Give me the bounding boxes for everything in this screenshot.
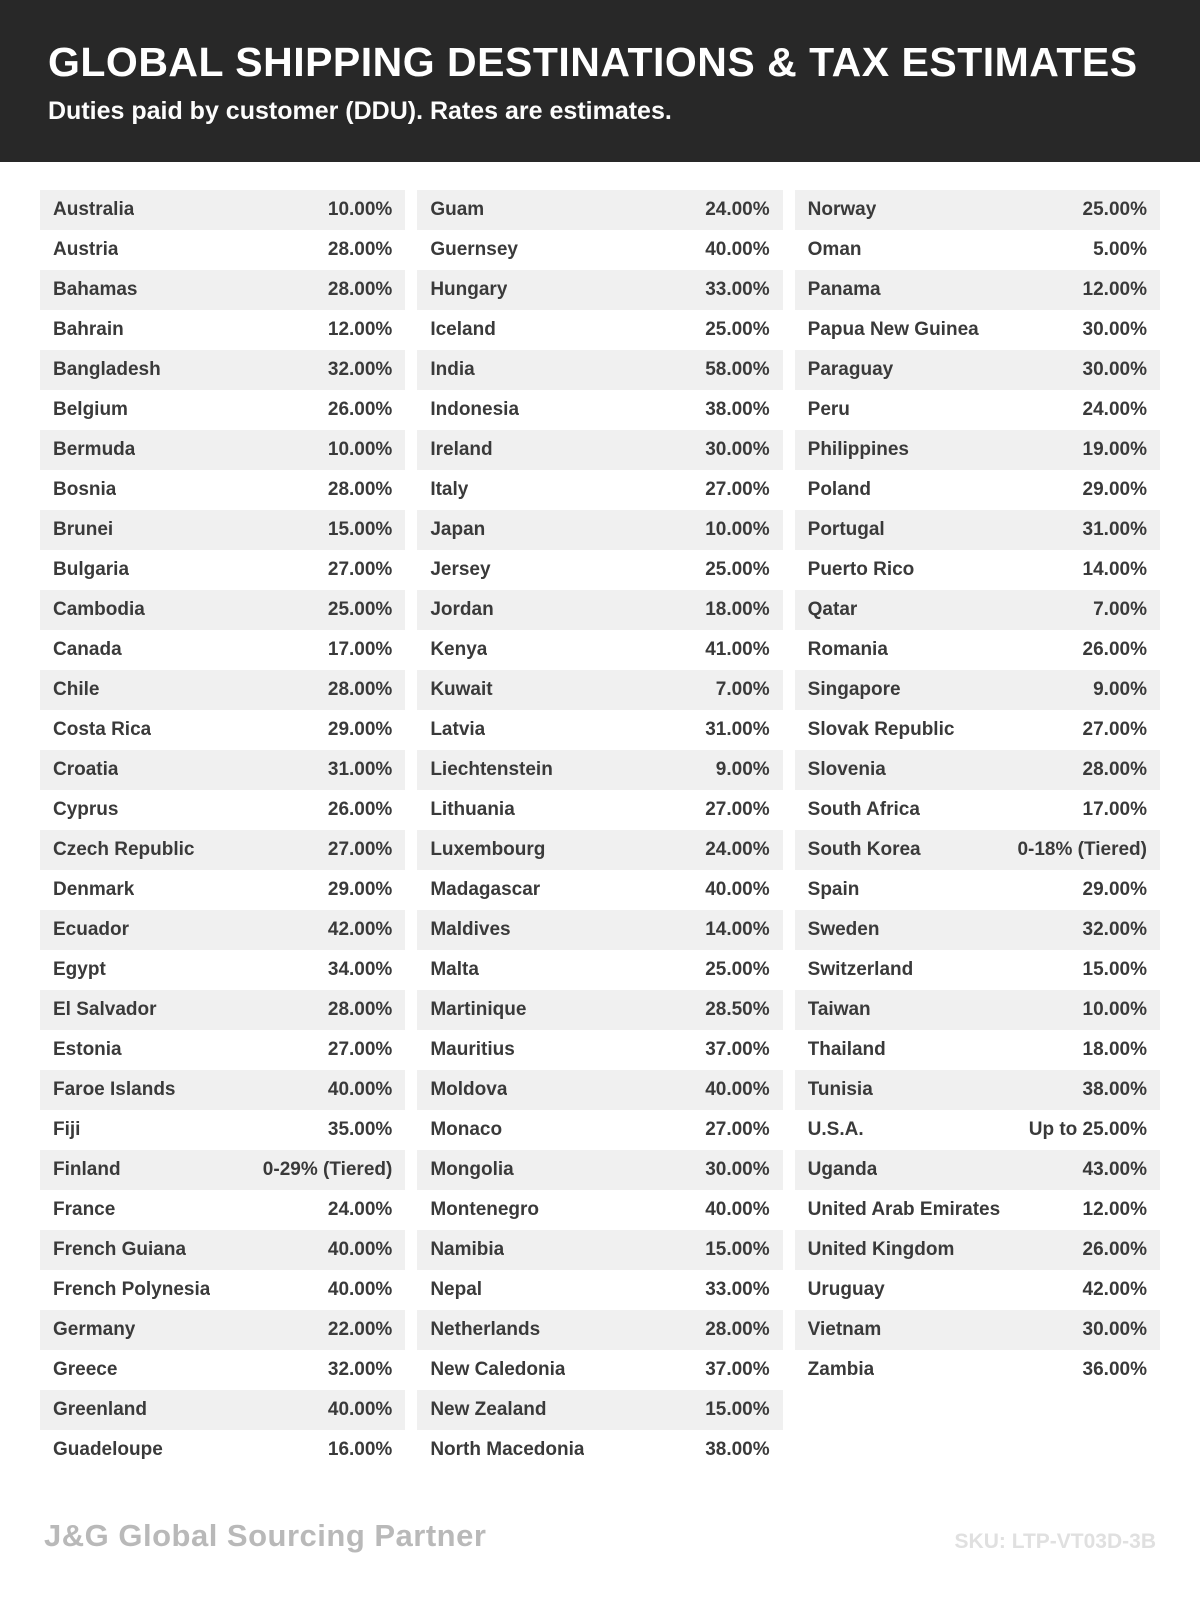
table-row bbox=[795, 470, 1160, 510]
table-row bbox=[417, 830, 782, 870]
country-name: Moldova bbox=[430, 1079, 508, 1101]
country-name: Cyprus bbox=[53, 799, 119, 821]
country-name: United Arab Emirates bbox=[807, 1199, 1001, 1221]
table-row bbox=[417, 470, 782, 510]
country-name: Romania bbox=[807, 639, 888, 661]
table-row bbox=[40, 550, 405, 590]
country-name: Philippines bbox=[807, 439, 910, 461]
country-name: El Salvador bbox=[53, 999, 157, 1021]
footer bbox=[0, 1518, 1200, 1600]
table-row bbox=[40, 750, 405, 790]
tax-rate: 31.00% bbox=[705, 719, 770, 741]
table-row bbox=[40, 1230, 405, 1270]
country-name: Tunisia bbox=[807, 1079, 873, 1101]
table-row bbox=[417, 870, 782, 910]
country-name: Jordan bbox=[430, 599, 494, 621]
tax-rate: 15.00% bbox=[705, 1239, 770, 1261]
table-row bbox=[40, 1190, 405, 1230]
country-name: Belgium bbox=[53, 399, 128, 421]
country-name: Vietnam bbox=[807, 1319, 882, 1341]
sku-label: SKU: LTP-VT03D-3B bbox=[954, 1530, 1156, 1553]
table-row bbox=[795, 790, 1160, 830]
country-name: Ecuador bbox=[53, 919, 130, 941]
brand-name: J&G Global Sourcing Partner bbox=[44, 1518, 487, 1553]
country-name: Slovenia bbox=[807, 759, 886, 781]
country-name: Latvia bbox=[430, 719, 486, 741]
table-row bbox=[795, 510, 1160, 550]
table-row bbox=[417, 310, 782, 350]
country-name: New Zealand bbox=[430, 1399, 547, 1421]
tax-rate: 42.00% bbox=[327, 919, 393, 941]
country-name: Greece bbox=[53, 1359, 118, 1381]
table-row bbox=[795, 870, 1160, 910]
table-row bbox=[417, 1430, 782, 1470]
tax-rate: 9.00% bbox=[1093, 679, 1147, 701]
country-name: Switzerland bbox=[807, 959, 914, 981]
table-row bbox=[417, 710, 782, 750]
country-name: Nepal bbox=[430, 1279, 483, 1301]
table-row bbox=[417, 430, 782, 470]
tax-rate: 26.00% bbox=[327, 399, 393, 421]
country-name: Uruguay bbox=[807, 1279, 885, 1301]
tax-rate: 25.00% bbox=[705, 959, 770, 981]
page-title: GLOBAL SHIPPING DESTINATIONS & TAX ESTIMATES bbox=[48, 39, 1138, 85]
table-row bbox=[417, 1270, 782, 1310]
tax-rate: 26.00% bbox=[1082, 1239, 1147, 1261]
tax-rate: 10.00% bbox=[1082, 999, 1147, 1021]
tax-rate: 24.00% bbox=[705, 199, 770, 221]
tax-rate: 43.00% bbox=[1082, 1159, 1147, 1181]
tax-rate: 12.00% bbox=[327, 319, 393, 341]
table-row bbox=[417, 1230, 782, 1270]
country-name: Papua New Guinea bbox=[807, 319, 979, 341]
tax-rate: 29.00% bbox=[1082, 879, 1147, 901]
tax-rate: 30.00% bbox=[1082, 319, 1147, 341]
table-row bbox=[417, 1110, 782, 1150]
country-name: Peru bbox=[807, 399, 850, 421]
tax-rate: 0-29% (Tiered) bbox=[262, 1159, 393, 1181]
country-name: Estonia bbox=[53, 1039, 122, 1061]
tax-rate: 15.00% bbox=[705, 1399, 770, 1421]
tax-rate: 30.00% bbox=[1082, 359, 1147, 381]
country-name: Japan bbox=[430, 519, 486, 541]
tax-rate: 37.00% bbox=[705, 1039, 770, 1061]
country-name: Liechtenstein bbox=[430, 759, 553, 781]
tax-rate: 40.00% bbox=[705, 1199, 770, 1221]
country-name: Greenland bbox=[53, 1399, 147, 1421]
country-name: Finland bbox=[53, 1159, 121, 1181]
country-name: Monaco bbox=[430, 1119, 503, 1141]
table-row bbox=[795, 1110, 1160, 1150]
tax-rate: Up to 25.00% bbox=[1028, 1119, 1147, 1141]
table-row bbox=[795, 1190, 1160, 1230]
tax-rate: 24.00% bbox=[1082, 399, 1147, 421]
tax-rate: 5.00% bbox=[1093, 239, 1147, 261]
tax-rate: 28.00% bbox=[327, 999, 393, 1021]
country-name: French Guiana bbox=[53, 1239, 187, 1261]
tax-rate: 28.00% bbox=[327, 239, 393, 261]
table-row bbox=[40, 1430, 405, 1470]
tax-rate: 9.00% bbox=[715, 759, 770, 781]
table-row bbox=[795, 830, 1160, 870]
country-name: Poland bbox=[807, 479, 871, 501]
country-name: Bangladesh bbox=[53, 359, 161, 381]
tax-rate: 15.00% bbox=[1082, 959, 1147, 981]
table-row bbox=[40, 510, 405, 550]
table-row bbox=[40, 430, 405, 470]
tax-rate: 18.00% bbox=[705, 599, 770, 621]
table-row bbox=[40, 670, 405, 710]
country-name: Netherlands bbox=[430, 1319, 541, 1341]
tax-rate: 10.00% bbox=[327, 199, 393, 221]
table-row bbox=[40, 1310, 405, 1350]
tax-rate: 33.00% bbox=[705, 279, 770, 301]
table-row bbox=[40, 830, 405, 870]
table-row bbox=[40, 950, 405, 990]
tax-rate: 36.00% bbox=[1082, 1359, 1147, 1381]
table-row bbox=[417, 550, 782, 590]
table-row bbox=[40, 1270, 405, 1310]
table-row bbox=[40, 1030, 405, 1070]
table-row bbox=[795, 710, 1160, 750]
country-name: Zambia bbox=[807, 1359, 875, 1381]
country-name: Austria bbox=[53, 239, 119, 261]
table-row bbox=[795, 190, 1160, 230]
tax-rate: 40.00% bbox=[705, 879, 770, 901]
tax-rate: 27.00% bbox=[327, 839, 393, 861]
tax-rate: 12.00% bbox=[1082, 279, 1147, 301]
table-row bbox=[40, 1150, 405, 1190]
table-row bbox=[40, 1110, 405, 1150]
tax-rate: 28.00% bbox=[327, 679, 393, 701]
table-row bbox=[795, 1150, 1160, 1190]
tax-rate: 15.00% bbox=[327, 519, 393, 541]
country-name: Faroe Islands bbox=[53, 1079, 176, 1101]
country-name: Portugal bbox=[807, 519, 885, 541]
table-row bbox=[417, 1190, 782, 1230]
tax-rate: 40.00% bbox=[327, 1399, 393, 1421]
country-name: Denmark bbox=[53, 879, 135, 901]
country-name: Bermuda bbox=[53, 439, 136, 461]
tax-rate: 19.00% bbox=[1082, 439, 1147, 461]
country-name: New Caledonia bbox=[430, 1359, 566, 1381]
tax-rate: 41.00% bbox=[705, 639, 770, 661]
tax-rate: 32.00% bbox=[327, 359, 393, 381]
table-row bbox=[40, 590, 405, 630]
tax-rate: 25.00% bbox=[705, 319, 770, 341]
tax-rate: 25.00% bbox=[327, 599, 393, 621]
table-row bbox=[795, 990, 1160, 1030]
table-row bbox=[417, 1070, 782, 1110]
table-row bbox=[795, 430, 1160, 470]
country-name: South Korea bbox=[807, 839, 921, 861]
country-name: Czech Republic bbox=[53, 839, 195, 861]
country-name: Guernsey bbox=[430, 239, 518, 261]
rates-table bbox=[0, 162, 1200, 1470]
table-row bbox=[417, 1030, 782, 1070]
country-name: Guadeloupe bbox=[53, 1439, 163, 1461]
country-name: Germany bbox=[53, 1319, 136, 1341]
country-name: Paraguay bbox=[807, 359, 894, 381]
table-row bbox=[417, 590, 782, 630]
table-row bbox=[417, 1310, 782, 1350]
table-row bbox=[40, 1390, 405, 1430]
table-row bbox=[795, 350, 1160, 390]
country-name: Namibia bbox=[430, 1239, 505, 1261]
table-row bbox=[40, 790, 405, 830]
tax-rate: 10.00% bbox=[327, 439, 393, 461]
country-name: Sweden bbox=[807, 919, 880, 941]
table-row bbox=[795, 390, 1160, 430]
table-row bbox=[40, 630, 405, 670]
header bbox=[0, 0, 1200, 162]
tax-rate: 27.00% bbox=[1082, 719, 1147, 741]
country-name: Uganda bbox=[807, 1159, 878, 1181]
tax-rate: 22.00% bbox=[327, 1319, 393, 1341]
table-row bbox=[795, 310, 1160, 350]
page-subtitle: Duties paid by customer (DDU). Rates are estimates. bbox=[48, 97, 672, 126]
table-row bbox=[795, 1350, 1160, 1390]
table-row bbox=[417, 1350, 782, 1390]
table-row bbox=[417, 910, 782, 950]
table-row bbox=[417, 790, 782, 830]
table-row bbox=[417, 390, 782, 430]
table-row bbox=[417, 190, 782, 230]
country-name: Cambodia bbox=[53, 599, 145, 621]
table-row bbox=[795, 1030, 1160, 1070]
tax-rate: 30.00% bbox=[705, 439, 770, 461]
tax-rate: 27.00% bbox=[327, 1039, 393, 1061]
tax-rate: 27.00% bbox=[705, 1119, 770, 1141]
rates-column-2 bbox=[417, 190, 782, 1470]
tax-rate: 14.00% bbox=[1082, 559, 1147, 581]
tax-rate: 32.00% bbox=[1082, 919, 1147, 941]
table-row bbox=[795, 1230, 1160, 1270]
tax-rate: 7.00% bbox=[1093, 599, 1147, 621]
tax-rate: 32.00% bbox=[327, 1359, 393, 1381]
country-name: Kuwait bbox=[430, 679, 493, 701]
tax-rate: 0-18% (Tiered) bbox=[1017, 839, 1147, 861]
country-name: Montenegro bbox=[430, 1199, 540, 1221]
table-row bbox=[40, 310, 405, 350]
table-row bbox=[417, 630, 782, 670]
table-row bbox=[795, 550, 1160, 590]
country-name: Ireland bbox=[430, 439, 493, 461]
tax-rate: 40.00% bbox=[705, 1079, 770, 1101]
tax-rate: 40.00% bbox=[327, 1279, 393, 1301]
table-row bbox=[795, 1070, 1160, 1110]
tax-rate: 26.00% bbox=[1082, 639, 1147, 661]
tax-rate: 27.00% bbox=[705, 479, 770, 501]
country-name: South Africa bbox=[807, 799, 920, 821]
tax-rate: 26.00% bbox=[327, 799, 393, 821]
table-row bbox=[417, 1390, 782, 1430]
country-name: Guam bbox=[430, 199, 485, 221]
table-row bbox=[40, 870, 405, 910]
country-name: Taiwan bbox=[807, 999, 871, 1021]
table-row bbox=[40, 190, 405, 230]
tax-rate: 37.00% bbox=[705, 1359, 770, 1381]
country-name: Jersey bbox=[430, 559, 491, 581]
tax-rate: 17.00% bbox=[327, 639, 393, 661]
country-name: Slovak Republic bbox=[807, 719, 955, 741]
table-row bbox=[417, 270, 782, 310]
tax-rate: 35.00% bbox=[327, 1119, 393, 1141]
tax-rate: 12.00% bbox=[1082, 1199, 1147, 1221]
table-row bbox=[795, 590, 1160, 630]
table-row bbox=[795, 230, 1160, 270]
table-row bbox=[40, 270, 405, 310]
country-name: Malta bbox=[430, 959, 479, 981]
tax-rate: 10.00% bbox=[705, 519, 770, 541]
table-row bbox=[40, 470, 405, 510]
table-row bbox=[795, 910, 1160, 950]
country-name: Bahamas bbox=[53, 279, 138, 301]
country-name: Martinique bbox=[430, 999, 527, 1021]
tax-rate: 28.00% bbox=[705, 1319, 770, 1341]
country-name: North Macedonia bbox=[430, 1439, 585, 1461]
table-row bbox=[417, 510, 782, 550]
tax-rate: 58.00% bbox=[705, 359, 770, 381]
tax-rate: 16.00% bbox=[327, 1439, 393, 1461]
country-name: France bbox=[53, 1199, 116, 1221]
tax-rate: 40.00% bbox=[327, 1239, 393, 1261]
country-name: French Polynesia bbox=[53, 1279, 211, 1301]
tax-rate: 31.00% bbox=[327, 759, 393, 781]
country-name: Oman bbox=[807, 239, 862, 261]
country-name: U.S.A. bbox=[807, 1119, 864, 1141]
country-name: Mauritius bbox=[430, 1039, 515, 1061]
country-name: Maldives bbox=[430, 919, 511, 941]
country-name: Norway bbox=[807, 199, 877, 221]
tax-rate: 38.00% bbox=[705, 1439, 770, 1461]
country-name: Bosnia bbox=[53, 479, 117, 501]
table-row bbox=[417, 750, 782, 790]
table-row bbox=[40, 910, 405, 950]
table-row bbox=[795, 1310, 1160, 1350]
country-name: Canada bbox=[53, 639, 122, 661]
tax-rate: 28.00% bbox=[1082, 759, 1147, 781]
tax-rate: 42.00% bbox=[1082, 1279, 1147, 1301]
country-name: Australia bbox=[53, 199, 135, 221]
rates-column-1 bbox=[40, 190, 405, 1470]
country-name: Bahrain bbox=[53, 319, 124, 341]
country-name: Lithuania bbox=[430, 799, 515, 821]
table-row bbox=[417, 670, 782, 710]
country-name: Qatar bbox=[807, 599, 858, 621]
country-name: United Kingdom bbox=[807, 1239, 955, 1261]
table-row bbox=[417, 990, 782, 1030]
tax-rate: 24.00% bbox=[327, 1199, 393, 1221]
table-row bbox=[795, 950, 1160, 990]
country-name: Kenya bbox=[430, 639, 488, 661]
table-row bbox=[795, 1270, 1160, 1310]
tax-rate: 28.00% bbox=[327, 279, 393, 301]
country-name: Bulgaria bbox=[53, 559, 130, 581]
table-row bbox=[40, 990, 405, 1030]
rates-column-3 bbox=[795, 190, 1160, 1390]
country-name: Iceland bbox=[430, 319, 496, 341]
country-name: Brunei bbox=[53, 519, 114, 541]
country-name: Fiji bbox=[53, 1119, 81, 1141]
tax-rate: 40.00% bbox=[705, 239, 770, 261]
tax-rate: 31.00% bbox=[1082, 519, 1147, 541]
country-name: India bbox=[430, 359, 475, 381]
country-name: Thailand bbox=[807, 1039, 886, 1061]
country-name: Luxembourg bbox=[430, 839, 546, 861]
table-row bbox=[40, 390, 405, 430]
country-name: Indonesia bbox=[430, 399, 520, 421]
country-name: Singapore bbox=[807, 679, 901, 701]
table-row bbox=[795, 670, 1160, 710]
country-name: Mongolia bbox=[430, 1159, 514, 1181]
tax-rate: 28.50% bbox=[705, 999, 770, 1021]
table-row bbox=[40, 1070, 405, 1110]
table-row bbox=[417, 230, 782, 270]
tax-rate: 30.00% bbox=[1082, 1319, 1147, 1341]
table-row bbox=[40, 710, 405, 750]
tax-rate: 40.00% bbox=[327, 1079, 393, 1101]
tax-rate: 30.00% bbox=[705, 1159, 770, 1181]
country-name: Italy bbox=[430, 479, 469, 501]
country-name: Hungary bbox=[430, 279, 508, 301]
tax-rate: 38.00% bbox=[1082, 1079, 1147, 1101]
tax-rate: 29.00% bbox=[327, 719, 393, 741]
table-row bbox=[795, 750, 1160, 790]
country-name: Chile bbox=[53, 679, 100, 701]
tax-rate: 14.00% bbox=[705, 919, 770, 941]
country-name: Croatia bbox=[53, 759, 119, 781]
country-name: Egypt bbox=[53, 959, 106, 981]
tax-rate: 25.00% bbox=[1082, 199, 1147, 221]
tax-rate: 28.00% bbox=[327, 479, 393, 501]
table-row bbox=[40, 230, 405, 270]
table-row bbox=[795, 630, 1160, 670]
tax-rate: 27.00% bbox=[327, 559, 393, 581]
country-name: Puerto Rico bbox=[807, 559, 915, 581]
tax-rate: 17.00% bbox=[1082, 799, 1147, 821]
table-row bbox=[40, 1350, 405, 1390]
tax-rate: 7.00% bbox=[715, 679, 770, 701]
tax-rate: 29.00% bbox=[1082, 479, 1147, 501]
tax-rate: 34.00% bbox=[327, 959, 393, 981]
table-row bbox=[40, 350, 405, 390]
tax-rate: 33.00% bbox=[705, 1279, 770, 1301]
table-row bbox=[795, 270, 1160, 310]
tax-rate: 38.00% bbox=[705, 399, 770, 421]
tax-rate: 29.00% bbox=[327, 879, 393, 901]
country-name: Panama bbox=[807, 279, 881, 301]
tax-rate: 27.00% bbox=[705, 799, 770, 821]
country-name: Madagascar bbox=[430, 879, 541, 901]
country-name: Costa Rica bbox=[53, 719, 152, 741]
table-row bbox=[417, 1150, 782, 1190]
table-row bbox=[417, 950, 782, 990]
tax-rate: 25.00% bbox=[705, 559, 770, 581]
country-name: Spain bbox=[807, 879, 860, 901]
table-row bbox=[417, 350, 782, 390]
tax-rate: 18.00% bbox=[1082, 1039, 1147, 1061]
tax-rate: 24.00% bbox=[705, 839, 770, 861]
